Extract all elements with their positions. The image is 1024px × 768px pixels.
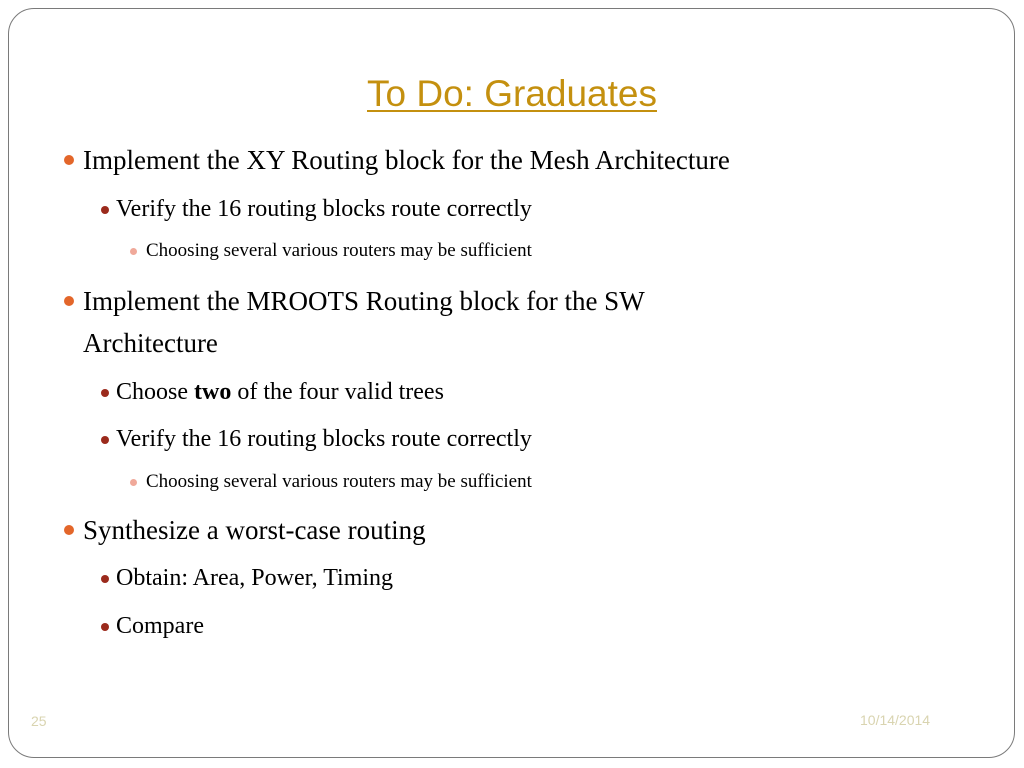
list-item — [130, 238, 532, 264]
bullet-text: Verify the 16 routing blocks route correctly — [116, 426, 532, 452]
list-item — [101, 422, 532, 456]
bullet-dot-icon — [101, 623, 109, 631]
bullet-dot-icon — [64, 155, 74, 165]
bullet-text — [83, 280, 645, 364]
list-item — [64, 280, 645, 364]
bullet-text: Compare — [116, 613, 204, 639]
bullet-text: Verify the 16 routing blocks route correctly — [116, 196, 532, 222]
list-item — [101, 375, 444, 409]
slide-date: 10/14/2014 — [860, 712, 931, 728]
bullet-dot-icon — [64, 525, 74, 535]
bullet-dot-icon — [130, 479, 137, 486]
bullet-dot-icon — [101, 436, 109, 444]
list-item — [64, 139, 730, 181]
bullet-dot-icon — [130, 248, 137, 255]
bullet-text — [116, 375, 444, 409]
list-item — [64, 509, 426, 551]
bullet-text: Choosing several various routers may be sufficient — [146, 240, 532, 261]
bullet-text-bold: two — [194, 379, 232, 405]
bullet-text: Choosing several various routers may be sufficient — [146, 471, 532, 492]
bullet-dot-icon — [101, 206, 109, 214]
list-item — [101, 561, 393, 595]
bullet-text: Implement the XY Routing block for the Mesh Architecture — [83, 145, 730, 175]
bullet-text-pre: Choose — [116, 379, 194, 405]
page-number: 25 — [31, 713, 47, 729]
list-item — [101, 609, 204, 643]
bullet-text-line-1: Implement the MROOTS Routing block for the SW — [83, 286, 645, 316]
list-item — [101, 192, 532, 226]
slide-title-text: To Do: Graduates — [367, 73, 657, 114]
bullet-text-post: of the four valid trees — [231, 379, 444, 405]
bullet-dot-icon — [101, 575, 109, 583]
bullet-text: Obtain: Area, Power, Timing — [116, 565, 394, 591]
list-item — [130, 469, 532, 495]
bullet-dot-icon — [64, 296, 74, 306]
bullet-dot-icon — [101, 389, 109, 397]
bullet-text-line-2: Architecture — [83, 328, 218, 358]
bullet-text: Synthesize a worst-case routing — [83, 515, 426, 545]
